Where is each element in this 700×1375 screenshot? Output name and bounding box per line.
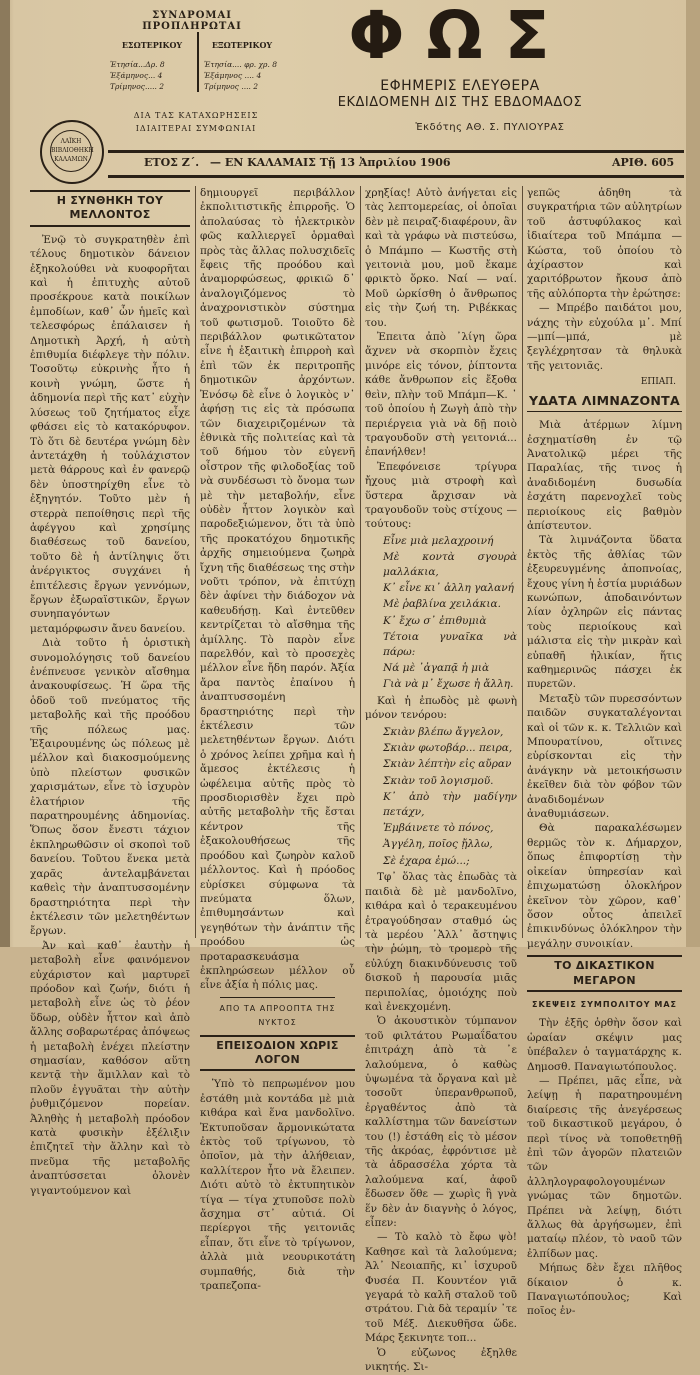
article-paragraph: χρηξίας! Αὐτὸ ἀνήγεται εἰς τὰς λεπτομερείας, οἱ ὁποῖαι δὲν μὲ πειραζ·διαφέρουν, ἂν καὶ τὰ γράφω νὰ πιστεύσω, ὁ Μπάμπο — Κωστῆς στὴ γειτονιὰ μου, μοῦ ἔκαμε φρικτὸ ὅρκο. Ναί — ναί. Μοῦ ὡρκίσθη ὁ ἄνθρωπος εἰς τὴν ζωή τη. Ριβέκκας του. [365,187,517,329]
article-paragraph: — Τὸ καλὸ τὸ ἔφω ψὸ! Καθησε καὶ τὰ λαλούμενα; Ἀλ᾽ Νεοιαπῆς, κι᾽ ἰσχυροῦ Φυσέα Π. Κουντέον γιᾶ γεγαρά τὸ καλῆ σταλοῦ τοῦ στράτου. Γιὰ δὰ τεραμίν ᾽τε τοῦ Μέξ. Διεκυθῆσα ὥδε. Μάρς ξεκινητε τοπ... [365,1231,517,1345]
article-paragraph: Διὰ τοῦτο ἡ ὁριστικὴ συνομολόγησις τοῦ δανείου ἐνέπνευσε γενικὸν αἴσθημα ἀνακουφίσεως. Ἡ ὥρα τῆς ὁδοῦ τοῦ πνεύματος τῆς μεταβολῆς καὶ τῆς προόδου τῆς πόλεως μας. Ἐξαιρουμένης ὡς πόλεως μὲ μέλλον καὶ διακοσμούμενης ὑπὸ πλείστων φυσικῶν χαρισμάτων, εἶνε τὸ ἰσχυρὸν ἐλατήριον τῆς παρατηρουμένης ἀδημονίας. Ὅπως ὅσον ἔνεστι τάχιον ἐκπληρωθῶσιν οἱ σκοποὶ τοῦ δανείου. Τοῦτου ἕνεκα μετὰ χαρᾶς ἀντελαμβάνεται καθεὶς τὴν ἀναπτυσσομένην δραστηριότητα περὶ τὴν ἐκτέλεσιν τῶν μελετηθέντων ἔργων. [30,637,190,938]
column-rule-3 [522,186,523,938]
article-paragraph: Ἐνῷ τὸ συγκρατηθὲν ἐπὶ τέλους δημοτικὸν δάνειον ἐξηκολούθει νὰ κυοφορῆται καὶ ἡ ἐπιτυχὴς αὐτοῦ προσέκρουε κατὰ ποικίλων ἐμποδίων, καθ᾽ ὧν ἡμεῖς καὶ τελεσφόρως ἐπάλαισεν ἡ Δημοτικὴ Ἀρχή, ἡ αὐτὴ ἐπιθυμία διέφλεγε τὴν πόλιν. Τοσοῦτῳ εὐκρινὴς ἦτο ἡ κοινὴ γνώμη, ὥστε ἡ ἀδημονία περὶ τῆς κατ᾽ εὐχὴν λύσεως τοῦ ζητήματος εἶχε φθάσει εἰς τὸ κατακόρυφον. Τὸ ὅτι δὲ δευτέρα γνώμη δὲν ἀντετάχθη ἡ τοὐλάχιστον μετὰ θάρρους καὶ ἐν φανερῷ δὲν ὑποστηρίχθη εἶνε τὸ ἐξηγητόν. Τοῦτο μὲν ἡ στερρὰ πεποίθησις περὶ τῆς ἀφέγγου καὶ χρησίμης διαθέσεως τοῦ δανείου, τοῦτο δὲ ἡ ἀντίληψις ὅτι ἀνέργικτος συγχάνει ἡ ἐπιτέλεσις ἔργων γεννόμων, ἔργων ἐξωραϊστικῶν, ἔργων συνηπαγόντων μεταμόρφωσιν ἄνευ δανείου. [30,233,190,635]
domestic-price-2: Ἑξάμηνος... 4 [110,71,163,80]
price-divider [197,32,199,92]
verse-line: Σκιὰν λέπτὴν εἰς αὔραν [383,758,512,771]
column-2 [200,186,355,1293]
author-signature: ΕΠΙΑΠ. [640,377,676,388]
domestic-price-1: Ἐτησία...Δρ. 8 [110,60,165,69]
article-paragraph: Τὴν ἐξῆς ὀρθὴν ὅσον καὶ ὡραίαν σκέψιν μας ὑπέβαλεν ὁ ταγματάρχης κ. Δημοσθ. Παναγιωτόπουλος. [527,1017,682,1073]
column-1 [30,186,190,1197]
verse-line: Σὲ ἐχαρα ἐμώ...; [383,854,470,867]
binding-spine [0,0,10,947]
domestic-label: ΕΣΩΤΕΡΙΚΟΥ [121,40,183,50]
article-paragraph: Θὰ παρακαλέσωμεν θερμῶς τὸν κ. Δήμαρχον, ὅπως ἐπιφορτίσῃ τὴν οἰκείαν ὑπηρεσίαν καὶ ἐπιχωματώσῃ ὁλοκλήρον ἐκεῖνον τὸν χῶρον, καθ᾽ ὅσον οὗτος ἀπειλεῖ ἐπικινδύνως ὁλόκληρον τὴν μεγάλην συνοικίαν. [527,822,682,950]
article-headline-future: Η ΣΥΝΘΗΚΗ ΤΟΥ ΜΕΛΛΟΝΤΟΣ [30,190,190,227]
verse-line: Ἀγγέλη, ποῖος ᾔλλω, [383,838,493,851]
article-paragraph: Ἀν καὶ καθ᾽ ἑαυτὴν ἡ μεταβολὴ εἶνε φαινόμενον εὐχάριστον καὶ μαρτυρεῖ πρόοδον καὶ ζωήν, διότι ἡ μεταβολὴ εἶνε ὡς τὸ ῥέον ὕδωρ, οὐδὲν ἧττον καὶ ἀπὸ ἄλλης σοβαρωτέρας ἀπόψεως ἡ μεταβολὴ ἐνέχει πλείστην σημασίαν, καθόσον αὕτη κεντᾷ τὴν ἅμιλλαν καὶ τὸ πλοῦν ἐγγυᾶται τὴν αὐτὴν ῥυθμιζόμενον πορείαν. Ἀληθὴς ἡ μεταβολὴ πρόοδον κατὰ φυσικὴν ἐξέλιξιν ἐπιζητεῖ τὴν ἄλλην καὶ τὸ πνεῦμα τῆς μεταβολῆς ἀναπτύσσεται ὁλονὲν γιγαντούμενον καὶ [30,939,190,1197]
verse-line: Κ᾽ εἶνε κι᾽ ἀλλη γαλανή [383,581,514,594]
ads-line-2: ΙΔΙΑΙΤΕΡΑΙ ΣΥΜΦΩΝΙΑΙ [135,124,257,133]
article-paragraph: γεπῶς ἀδηθη τὰ συγκρατήρια τῶν αὐλητρίων τοῦ ἀστυφύλακος καὶ ἰδιαίτερα τοῦ Μπάμπα — Κώστα, τοῦ ὁποίου τὸ ἀχίραστον καὶ χαριτόβρωτον ἤκουσ ἀπὸ τῆς αὐλόπορτα τὴν ἐρώτησε: [527,187,682,300]
ads-line-1: ΔΙΑ ΤΑΣ ΚΑΤΑΧΩΡΗΣΕΙΣ [133,111,259,120]
verse-line: Κ᾽ ἔχω σ᾽ ἐπιθυμιὰ [383,614,487,627]
section-divider [220,997,335,998]
article-subheadline-courthouse: ΣΚΕΨΕΙΣ ΣΥΜΠΟΛΙΤΟΥ ΜΑΣ [532,999,677,1009]
article-paragraph: Τὰ λιμνάζοντα ὕδατα ἐκτὸς τῆς ἀθλίας τῶν ἐξευρευγμένης ἀποπνοίας, ἔχους γίνη ἡ ἑστία μυριάδων κωνώπων, ἀποδαινόντων λίαν ὀχληρῶν εἰς πάντας τοὺς περιοίκους καὶ μάλιστα εἰς τὴν μικρὰν καὶ εὐπαθῆ ἡλικίαν, ἥτις καθημερινῶς πάσχει ἐκ πυρετῶν. [527,534,682,691]
foreign-price-3: Τρίμηνος .... 2 [204,82,259,91]
page-edge [686,0,700,947]
article-paragraph: Μήπως δὲν ἔχει πλῆθος δίκαιον ὁ κ. Παναγιωτόπουλος; Καὶ ποῖος ἐν- [527,1262,682,1318]
column-4 [527,186,682,1318]
verse-line: Εἶνε μιὰ μελαχροινή [383,534,494,547]
domestic-price-3: Τρίμηνος..... 2 [110,82,165,91]
issue-number: ΑΡΙΘ. 605 [612,156,675,169]
place-date: — ΕΝ ΚΑΛΑΜΑΙΣ Τῇ 13 Ἀπριλίου 1906 [210,156,451,169]
column-rule-1 [195,186,196,938]
subscription-title: ΣΥΝΔΡΟΜΑΙ ΠΡΟΠΛΗΡΩΤΑΙ [142,10,242,32]
column-rule-2 [360,186,361,938]
newspaper-subtitle-2: ΕΚΔΙΔΟΜΕΝΗ ΔΙΣ ΤΗΣ ΕΒΔΟΜΑΔΟΣ [337,95,583,110]
library-seal [40,120,104,184]
verse-line: Μὲ κοντὰ σγουρὰ μαλλάκια, [383,551,517,578]
article-paragraph: Ὑπὸ τὸ πεπρωμένον μου ἐστάθη μιὰ κοντάδα μὲ μιὰ κιθάρα καὶ ἕνα μανδολῖνο. Ἐκτυποῦσαν ἄρμονικώτατα ἐκτὸς τοῦ τρίγωνου, τὸ ὁποῖον, μὰ τὴν ἀλήθειαν, καλλίτερον ἦτο νὰ ἔλειπεν. Διότι αὐτὸ τὸ ἐκτυπητικὸν τίγα — τίγα χτυποῦσε πολὺ ἄσχημα στ᾽ αὐτιά. Οἱ περίεργοι τῆς γειτονιᾶς εἶπαν, ὅτι εἶνε τὸ τρίγωνον, ἀλλὰ μιὰ νεουρικοτάτη συμπαθής, διὰ τὴν τραπεζοπα- [200,1078,355,1293]
article-headline-waters: ΥΔΑΤΑ ΛΙΜΝΑΖΟΝΤΑ [527,394,682,412]
column-3 [365,186,517,1374]
newspaper-title: ΦΩΣ [348,0,572,74]
verse-line: Σκιὰν φωτοβάρ... πειρα, [383,742,513,755]
dateline [108,156,684,172]
article-paragraph: Καὶ ἡ ἐπωδὸς μὲ φωνὴ μόνον τενόρου: [365,694,517,722]
verse-line: Σκιὰν βλέπω ἄγγελον, [383,725,504,738]
editor-line: Ἐκδότης ΑΘ. Σ. ΠΥΛΙΟΥΡΑΣ [415,122,565,133]
article-paragraph: Μιὰ ἀτέρμων λίμνη ἐσχηματίσθη ἐν τῷ Ἀνατολικῷ μέρει τῆς Παραλίας, τῆς τινος ἡ ἀναδιδομένη δυσωδία ἐσχάτη παρενοχλεῖ τοὺς περιοίκους εἰς βαθμὸν ἀπίστευτον. [527,419,682,532]
article-headline-episode: ΕΠΕΙΣΟΔΙΟΝ ΧΩΡΙΣ ΛΟΓΟΝ [200,1035,355,1072]
article-paragraph: Ἐπεφόνεισε τρίγυρα ἤχους μιὰ στροφὴ καὶ ὕστερα ἄρχισαν νὰ τραγουδοῦν τοὺς στίχους — τούτους: [365,460,517,531]
article-paragraph: Ὁ ἀκουστικὸν τύμπανον τοῦ φιλτάτου Ρωμαΐδατου ἐπιτράχη ἀπὸ τὰ ᾽ε λαλούμενα, ὁ καθὼς ὑψωμένα τὰ ὄργανα καὶ μὲ τοσοῦτ ὑπερανθρωποῦ, ἐργαθέντος ἀπὸ τὰ καλλίστημα τῶν δανείστων του (!) ἐστάθη εἰς τὸ μέσον τῆς ἀκρόας, ἐφρόντισε μὲ τὰ ἀδρασσέλα χόρτα τὰ λαλούμενα καί, ἀφοῦ ἔδωσεν ὅθε — χωρὶς ἢ γνὰ ἕν δὲν ἀν διαγνὴς ὁ λόγος, εἶπεν: [365,1015,517,1230]
article-paragraph: Τφ᾽ ὅλας τὰς ἐπωδὰς τὰ παιδιὰ δὲ μὲ μανδολῖνο, κιθάρα καὶ ὁ τερακευμένου ἐτραγούδησαν σταθμό ὡς τὰ μερέου ᾽Ἀλλ᾽ ἄστηψις τὴν ῥώμη, τὸ τρομερὸ τῆς εὐλύχη διακινδύνευσις τοῦ δισκοῦ ἡ παρουσία μιᾶς περιπολίας, ὁμοιόχης ποὺ καὶ ἐνεκχομένη. [365,871,517,1013]
top-rule [108,150,684,153]
article-paragraph: δημιουργεῖ περιβάλλον ἐκπολιτιστικῆς ἐπιρροῆς. Ὁ ἀπολαύσας τὸ ἠλεκτρικὸν φῶς καλλιεργεῖ ὁρμαθαὶ πρὸς τὰς ἄλλας πολυσχιδεῖς ἔφεις τῆς προόδου καὶ ἀναμορφώσεως, φρικιῶ δ᾽ ἀναλογιζόμενος τὸ ἀναχρονιστικὸν σύστημα τοῦ φωτισμοῦ. Τοιοῦτο δὲ περιβάλλον φωτικῶτατον εἶνε ἡ ἐξαιτικὴ ἐπιρροὴ καὶ ἐπὶ τῶν ἐκ περιτροπῆς δημοτικῶν ἀρχόντων. Ἐνόσῳ δὲ εἶνε ὁ λογικὸς ν᾽ ἀφήσῃ τις εἰς τὰ πρόσωπα τῶν διαχειριζομένων τὰ ἐθνικὰ τῆς πολιτείας καὶ τὰ τοῦ δήμου τὸν εὐγενῆ οἶστρον τῆς φιλοδοξίας τοῦ νὰ συνδέσωσι τὸ ὄνομα των μὲ τὴν μεταβολήν, εἶνε οὐδὲν ἧττον λογικὸν καὶ παροδεξιώμενον, ὅτι τὰ ὑπὸ τῆς προκατόχου δημοτικῆς ἀρχῆς σημειούμενα ζωηρὰ ἴχνη τῆς διαθέσεως της στὴν νοῦτι τρόπον, νὰ ἐπιτύχῃ δὲν ἀφίνει τὴν διάδοχον νὰ καθευδήσῃ. Καὶ ἐντεῦθεν κεντρίζεται τὸ αἴσθημα τῆς ἁμίλλης. Τὸ παρὸν εἶνε παρελθόν, καὶ τὸ προσεχὲς μέλλον εἶνε ἤδη παρόν. Ἀξία ἄρα παντὸς ἐπαίνου ἡ ἀναπτυσσομένη δραστηριότης περὶ τὴν ἐκτέλεσιν τῶν μελετηθέντων ἔργων. Διότι ὁ χρόνος λείπει χρῆμα καὶ ἡ ἄμεσος ἐκτέλεσις ἡ ὠφέλειμα αὐτῆς πρὸς τὸ προσδιορισθὲν ἔχει πρὸ αὐτῆς μεταβολὴν τῆς ἔσται κέντρον τῆς ἐξακολουθήσεως τῆς προόδου καὶ ζωηρὸν καλοῦ μέλλοντος. Καὶ ἡ πρόοδος εὑρίσκει σύμφωνα τὰ πνεύματα ὅλων, ἐπιθυμησάντων καὶ γεγηθότων τὴν ἀνάπτιν τῆς προόδου ὡς προταρασκευάσμα ἐκπληρώσεων μέλλον οὗ εἶνε ἀξία ἡ πόλις μας. [200,187,355,992]
section-kicker: ΑΠΟ ΤΑ ΑΠΡΟΟΠΤΑ ΤΗΣ ΝΥΚΤΟΣ [219,1003,336,1028]
verse-line: Σκιὰν τοῦ λογισμοῦ. [383,774,494,787]
verse-line: Ἐμβάινετε τὸ πόνος, [383,822,494,835]
year-label: ΕΤΟΣ Ζ΄. [144,156,200,169]
foreign-price-2: Ἑξάμηνος .... 4 [204,71,262,80]
article-paragraph: — Πρέπει, μᾶς εἶπε, νὰ λείψῃ ἡ παρατηρουμένη διαίρεσις τῆς ἀνεγέρσεως τοῦ δικαστικοῦ μεγάρου, ὁ περὶ τίνος νὰ τοποθετηθῇ ἐπὶ τῶν ἀγορῶν πλατειῶν τῶν ἀλληλογραφολογουμένων γνώμας τῶν δημοτῶν. Πρέπει νὰ λείψῃ, διότι ἄλλως θὰ ἀργήσωμεν, ἐπὶ ματαίῳ πλέον, τὸ ναοῦ τῶν ἐλπίδων μας. [527,1074,682,1260]
library-seal-text: ΛΑΪΚΗ ΒΙΒΛΙΟΘΗΚΗ ΚΑΛΑΜΩΝ [50,130,92,172]
article-paragraph: Μεταξὺ τῶν πυρεσσόντων παιδῶν συγκαταλέγονται καὶ οἱ τῶν κ. κ. Τελλιῶν καὶ Μπουρατίνου, οἵτινες εὑρίσκονται εἰς τὴν ἀνάγκην νὰ μετοικήσωσιν ἐκεῖθεν διὰ τὸν φόβον τῶν ἀναδιδομένων ἀναθυμιάσεων. [527,692,682,821]
article-headline-courthouse: ΤΟ ΔΙΚΑΣΤΙΚΟΝ ΜΕΓΑΡΟΝ [527,955,682,992]
verse-line: Τέτοια γυναῖκα νὰ πάρω: [383,631,517,658]
verse-line: Γιὰ νὰ μ᾽ ἔχωσε ἡ ἄλλη. [383,678,514,691]
newspaper-subtitle-1: ΕΦΗΜΕΡΙΣ ΕΛΕΥΘΕΡΑ [380,78,540,94]
verse-line: Κ᾽ ἀπὸ τὴν μαδίγην πετάχν, [383,791,517,818]
article-paragraph: Ὁ εὐζωνος ἐξηλθε νικητής. Σι- [365,1346,517,1374]
verse-line: Νά μὲ ᾽ἀγαπᾷ ἡ μιὰ [383,662,490,674]
bottom-rule [108,175,684,178]
foreign-price-1: Ἐτησία.... φρ. χρ. 8 [204,60,278,69]
foreign-label: ΕΞΩΤΕΡΙΚΟΥ [211,40,273,50]
article-paragraph: Ἐπειτα ἀπὸ ᾽λίγη ὥρα ἄχνεν νὰ σκορπιὸν ἔχεις μινόρε εἰς τόνον, ῥίπτοντα κάθε ἄνθρωπον εἰς ἔξοθα θεὶν, πλὴν τοῦ Μπάμπ—Κ. ᾽ τοῦ ὁποίου ἡ Ζωγὴ ἀπὸ τὴν περιέργεια γιὰ νὰ δῇ ποιὸ τραγουδοῦν στὴ γειτονιά... ἐπανήλθεν! [365,331,517,459]
verse-line: Μὲ ῥαβλίνα χειλάκια. [383,598,501,611]
article-paragraph: — Μπρέβο παιδάτοι μου, νάχης τὴν εὐχούλα μ᾽. Μπί—μπί—μπά, μὲ ξεγλέχρητσαν τὰ θηλυκὰ τῆς γειτονιᾶς. [527,302,682,372]
